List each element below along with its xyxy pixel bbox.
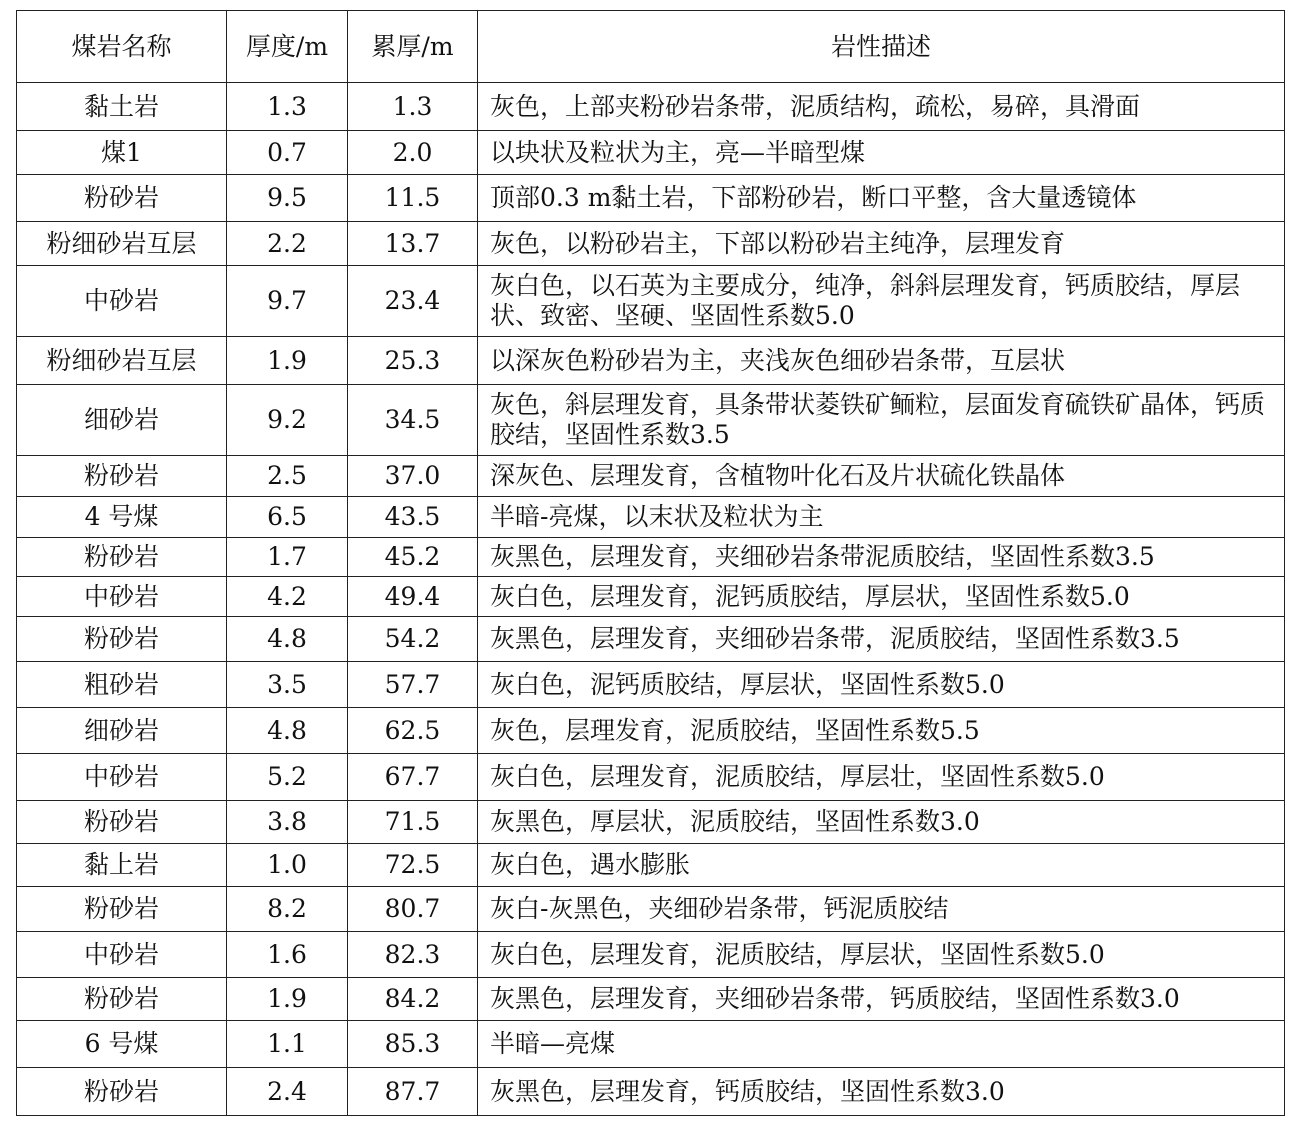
cell-lithology-description: 以块状及粒状为主，亮—半暗型煤 xyxy=(478,131,1285,175)
cell-rock-name: 粉砂岩 xyxy=(17,978,227,1021)
table-row xyxy=(17,497,1285,538)
cell-cumulative-thickness: 37.0 xyxy=(348,456,478,497)
cell-rock-name: 4 号煤 xyxy=(17,497,227,538)
cell-lithology-description: 灰黑色，厚层状，泥质胶结，坚固性系数3.0 xyxy=(478,801,1285,844)
cell-lithology-description: 灰黑色，层理发育，夹细砂岩条带，钙质胶结，坚固性系数3.0 xyxy=(478,978,1285,1021)
cell-thickness: 2.5 xyxy=(227,456,348,497)
cell-rock-name: 粉砂岩 xyxy=(17,617,227,662)
cell-cumulative-thickness: 57.7 xyxy=(348,662,478,708)
cell-thickness: 1.6 xyxy=(227,932,348,978)
cell-thickness: 0.7 xyxy=(227,131,348,175)
cell-cumulative-thickness: 1.3 xyxy=(348,83,478,131)
cell-rock-name: 6 号煤 xyxy=(17,1021,227,1068)
cell-rock-name: 黏土岩 xyxy=(17,83,227,131)
cell-cumulative-thickness: 62.5 xyxy=(348,708,478,754)
cell-lithology-description: 灰黑色，层理发育，夹细砂岩条带泥质胶结，坚固性系数3.5 xyxy=(478,538,1285,577)
table-row xyxy=(17,577,1285,617)
cell-lithology-description: 灰白色，以石英为主要成分，纯净，斜斜层理发育，钙质胶结，厚层状、致密、坚硬、坚固性系数5.0 xyxy=(478,266,1285,337)
table-row xyxy=(17,932,1285,978)
cell-cumulative-thickness: 80.7 xyxy=(348,887,478,932)
cell-lithology-description: 灰色，层理发育，泥质胶结，坚固性系数5.5 xyxy=(478,708,1285,754)
header-rock-name: 煤岩名称 xyxy=(17,11,227,83)
cell-rock-name: 粉细砂岩互层 xyxy=(17,222,227,266)
cell-cumulative-thickness: 87.7 xyxy=(348,1068,478,1116)
cell-rock-name: 粉砂岩 xyxy=(17,1068,227,1116)
table-header xyxy=(17,11,1285,83)
cell-lithology-description: 灰色，上部夹粉砂岩条带，泥质结构，疏松，易碎，具滑面 xyxy=(478,83,1285,131)
table-row xyxy=(17,662,1285,708)
cell-rock-name: 粉细砂岩互层 xyxy=(17,337,227,385)
cell-cumulative-thickness: 2.0 xyxy=(348,131,478,175)
cell-rock-name: 中砂岩 xyxy=(17,577,227,617)
cell-lithology-description: 灰白-灰黑色，夹细砂岩条带，钙泥质胶结 xyxy=(478,887,1285,932)
table-row xyxy=(17,801,1285,844)
header-cumulative-thickness: 累厚/m xyxy=(348,11,478,83)
cell-rock-name: 粉砂岩 xyxy=(17,175,227,222)
table-row xyxy=(17,222,1285,266)
table-row xyxy=(17,456,1285,497)
cell-cumulative-thickness: 49.4 xyxy=(348,577,478,617)
cell-lithology-description: 深灰色、层理发育，含植物叶化石及片状硫化铁晶体 xyxy=(478,456,1285,497)
header-row xyxy=(17,11,1285,83)
cell-thickness: 3.8 xyxy=(227,801,348,844)
cell-lithology-description: 灰色，以粉砂岩主，下部以粉砂岩主纯净，层理发育 xyxy=(478,222,1285,266)
cell-thickness: 5.2 xyxy=(227,754,348,801)
cell-cumulative-thickness: 25.3 xyxy=(348,337,478,385)
cell-rock-name: 黏上岩 xyxy=(17,844,227,887)
cell-lithology-description: 半暗-亮煤，以末状及粒状为主 xyxy=(478,497,1285,538)
cell-thickness: 6.5 xyxy=(227,497,348,538)
cell-rock-name: 细砂岩 xyxy=(17,385,227,456)
cell-lithology-description: 灰黑色，层理发育，钙质胶结，坚固性系数3.0 xyxy=(478,1068,1285,1116)
cell-rock-name: 煤1 xyxy=(17,131,227,175)
cell-rock-name: 粉砂岩 xyxy=(17,538,227,577)
cell-thickness: 9.7 xyxy=(227,266,348,337)
cell-rock-name: 粗砂岩 xyxy=(17,662,227,708)
cell-rock-name: 中砂岩 xyxy=(17,754,227,801)
cell-lithology-description: 半暗—亮煤 xyxy=(478,1021,1285,1068)
cell-rock-name: 细砂岩 xyxy=(17,708,227,754)
table-row xyxy=(17,978,1285,1021)
cell-cumulative-thickness: 84.2 xyxy=(348,978,478,1021)
cell-thickness: 2.2 xyxy=(227,222,348,266)
cell-cumulative-thickness: 23.4 xyxy=(348,266,478,337)
cell-rock-name: 中砂岩 xyxy=(17,932,227,978)
cell-cumulative-thickness: 72.5 xyxy=(348,844,478,887)
cell-thickness: 1.1 xyxy=(227,1021,348,1068)
cell-thickness: 1.0 xyxy=(227,844,348,887)
cell-lithology-description: 灰白色，层理发育，泥钙质胶结，厚层状，坚固性系数5.0 xyxy=(478,577,1285,617)
cell-cumulative-thickness: 82.3 xyxy=(348,932,478,978)
table-row xyxy=(17,175,1285,222)
table-row xyxy=(17,385,1285,456)
cell-cumulative-thickness: 11.5 xyxy=(348,175,478,222)
header-lithology-description: 岩性描述 xyxy=(478,11,1285,83)
cell-thickness: 4.2 xyxy=(227,577,348,617)
table-row xyxy=(17,266,1285,337)
cell-thickness: 8.2 xyxy=(227,887,348,932)
table-row xyxy=(17,1068,1285,1116)
cell-cumulative-thickness: 54.2 xyxy=(348,617,478,662)
cell-cumulative-thickness: 13.7 xyxy=(348,222,478,266)
cell-rock-name: 粉砂岩 xyxy=(17,801,227,844)
cell-thickness: 4.8 xyxy=(227,708,348,754)
cell-cumulative-thickness: 34.5 xyxy=(348,385,478,456)
table-row xyxy=(17,708,1285,754)
cell-lithology-description: 灰黑色，层理发育，夹细砂岩条带，泥质胶结，坚固性系数3.5 xyxy=(478,617,1285,662)
cell-cumulative-thickness: 67.7 xyxy=(348,754,478,801)
cell-lithology-description: 灰白色，层理发育，泥质胶结，厚层壮，坚固性系数5.0 xyxy=(478,754,1285,801)
cell-lithology-description: 灰白色，遇水膨胀 xyxy=(478,844,1285,887)
cell-thickness: 4.8 xyxy=(227,617,348,662)
cell-thickness: 3.5 xyxy=(227,662,348,708)
table-row xyxy=(17,887,1285,932)
cell-cumulative-thickness: 45.2 xyxy=(348,538,478,577)
cell-rock-name: 中砂岩 xyxy=(17,266,227,337)
cell-cumulative-thickness: 71.5 xyxy=(348,801,478,844)
table-row xyxy=(17,131,1285,175)
cell-rock-name: 粉砂岩 xyxy=(17,887,227,932)
table-row xyxy=(17,538,1285,577)
table-row xyxy=(17,83,1285,131)
cell-thickness: 1.9 xyxy=(227,978,348,1021)
cell-lithology-description: 灰白色，层理发育，泥质胶结，厚层状，坚固性系数5.0 xyxy=(478,932,1285,978)
table-row xyxy=(17,617,1285,662)
cell-lithology-description: 灰色，斜层理发育，具条带状菱铁矿鲕粒，层面发育硫铁矿晶体，钙质胶结，坚固性系数3.5 xyxy=(478,385,1285,456)
cell-thickness: 2.4 xyxy=(227,1068,348,1116)
cell-thickness: 9.5 xyxy=(227,175,348,222)
cell-lithology-description: 灰白色，泥钙质胶结，厚层状，坚固性系数5.0 xyxy=(478,662,1285,708)
cell-thickness: 9.2 xyxy=(227,385,348,456)
table-row xyxy=(17,844,1285,887)
cell-lithology-description: 顶部0.3 m黏土岩，下部粉砂岩，断口平整，含大量透镜体 xyxy=(478,175,1285,222)
strata-table xyxy=(16,10,1285,1116)
table-row xyxy=(17,754,1285,801)
table-row xyxy=(17,1021,1285,1068)
table-body xyxy=(17,83,1285,1116)
table-row xyxy=(17,337,1285,385)
cell-rock-name: 粉砂岩 xyxy=(17,456,227,497)
cell-thickness: 1.7 xyxy=(227,538,348,577)
header-thickness: 厚度/m xyxy=(227,11,348,83)
cell-thickness: 1.9 xyxy=(227,337,348,385)
cell-lithology-description: 以深灰色粉砂岩为主，夹浅灰色细砂岩条带，互层状 xyxy=(478,337,1285,385)
cell-cumulative-thickness: 43.5 xyxy=(348,497,478,538)
cell-cumulative-thickness: 85.3 xyxy=(348,1021,478,1068)
cell-thickness: 1.3 xyxy=(227,83,348,131)
